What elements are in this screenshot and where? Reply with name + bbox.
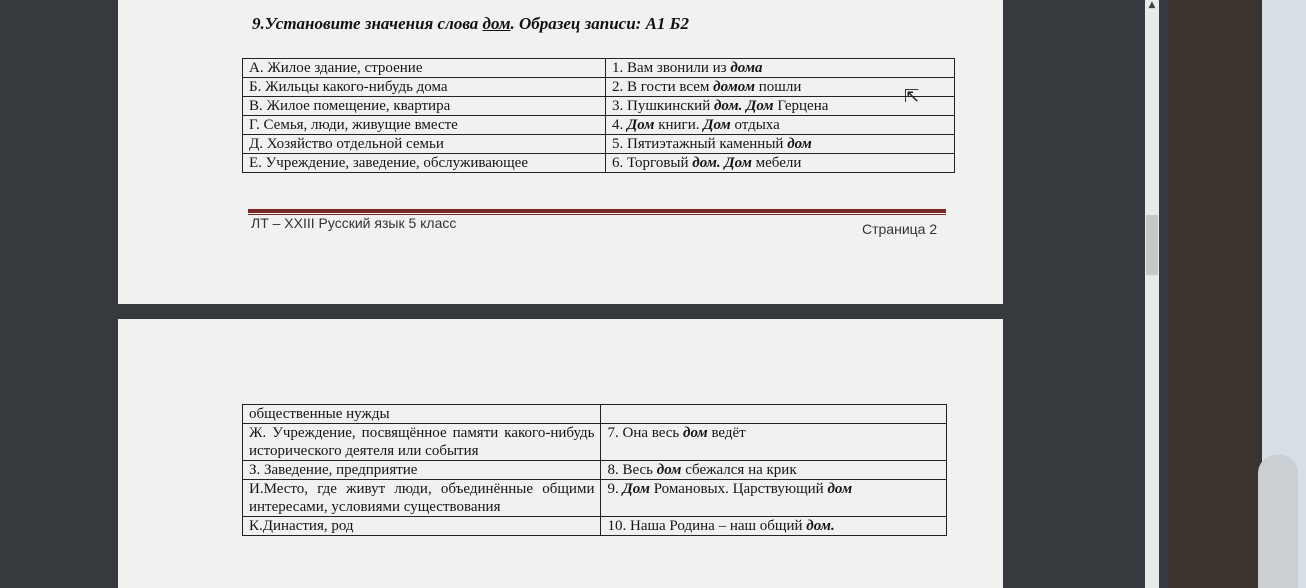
table-row	[243, 97, 955, 116]
table-cell-meaning: Б. Жильцы какого-нибудь дома	[243, 78, 606, 97]
table-cell-example	[601, 405, 947, 424]
example-text: 1. Вам звонили из	[612, 60, 731, 76]
table-row	[243, 135, 955, 154]
example-text: 9.	[607, 481, 623, 497]
example-text: ведёт	[707, 425, 746, 441]
table-cell-meaning: В. Жилое помещение, квартира	[243, 97, 606, 116]
example-text: сбежался на крик	[681, 462, 797, 478]
example-text: 3. Пушкинский	[612, 98, 714, 114]
table-cell-meaning: Ж. Учреждение, посвящённое памяти какого-нибудь исторического деятеля или события	[243, 424, 601, 461]
scroll-up-arrow-icon[interactable]: ▲	[1148, 0, 1156, 10]
example-text: 8. Весь	[607, 462, 657, 478]
scrollbar-thumb[interactable]	[1146, 215, 1158, 275]
table-cell-meaning: Е. Учреждение, заведение, обслуживающее	[243, 154, 606, 173]
example-text: 4.	[612, 117, 627, 133]
table-cell-meaning: И.Место, где живут люди, объединённые общими интересами, условиями существования	[243, 480, 601, 517]
table-cell-example	[601, 461, 947, 480]
example-emphasis: дом. Дом	[713, 98, 774, 114]
example-text: книги.	[654, 117, 704, 133]
table-row	[243, 154, 955, 173]
footer-title: ЛТ – XXIII Русский язык 5 класс	[251, 215, 457, 231]
task-suffix: . Образец записи: А1 Б2	[510, 14, 689, 33]
example-emphasis: дом	[656, 462, 682, 478]
example-text: 7. Она весь	[607, 425, 684, 441]
background-object	[1258, 455, 1298, 588]
table-row	[243, 78, 955, 97]
table-cell-example	[601, 517, 947, 536]
table-cell-meaning: Г. Семья, люди, живущие вместе	[243, 116, 606, 135]
table-cell-example	[601, 480, 947, 517]
table-cell-example	[606, 154, 955, 173]
page-number: Страница 2	[862, 221, 938, 237]
mouse-cursor-icon: ⇱	[904, 86, 920, 107]
example-emphasis: Дом	[703, 117, 731, 133]
task-heading	[252, 14, 689, 34]
table-row	[243, 59, 955, 78]
example-text: мебели	[751, 155, 802, 171]
table-cell-example	[606, 59, 955, 78]
example-emphasis: дом	[683, 425, 708, 441]
example-text: отдыха	[730, 117, 780, 133]
example-text: 2. В гости всем	[612, 79, 714, 95]
example-text: пошли	[755, 79, 802, 95]
example-emphasis: домом	[713, 79, 755, 95]
example-text: Герцена	[773, 98, 829, 114]
footer-rule	[248, 209, 946, 213]
example-emphasis: Дом	[627, 117, 655, 133]
table-row	[243, 405, 947, 424]
table-cell-meaning: З. Заведение, предприятие	[243, 461, 601, 480]
example-emphasis: дом	[827, 481, 853, 497]
example-text: 10. Наша Родина – наш общий	[607, 518, 807, 534]
task-prefix: 9.Установите значения слова	[252, 14, 483, 33]
example-emphasis: дома	[730, 60, 763, 76]
example-emphasis: Дом	[622, 481, 650, 497]
table-row	[243, 480, 947, 517]
table-row	[243, 424, 947, 461]
meanings-table-bottom	[242, 404, 947, 536]
table-cell-example	[606, 116, 955, 135]
task-word: дом	[482, 14, 511, 33]
example-text: 5. Пятиэтажный каменный	[612, 136, 788, 152]
table-row	[243, 461, 947, 480]
table-cell-meaning: Д. Хозяйство отдельной семьи	[243, 135, 606, 154]
table-cell-example	[601, 424, 947, 461]
table-cell-meaning: А. Жилое здание, строение	[243, 59, 606, 78]
table-cell-meaning: общественные нужды	[243, 405, 601, 424]
example-text: Романовых. Царствующий	[649, 481, 828, 497]
table-row	[243, 517, 947, 536]
table-cell-example	[606, 135, 955, 154]
example-emphasis: дом. Дом	[692, 155, 752, 171]
example-text: 6. Торговый	[612, 155, 693, 171]
example-emphasis: дом	[787, 136, 812, 152]
table-row	[243, 116, 955, 135]
table-cell-example	[606, 78, 955, 97]
table-cell-example	[606, 97, 955, 116]
vertical-scrollbar[interactable]	[1145, 0, 1159, 588]
meanings-table-top	[242, 58, 955, 173]
table-cell-meaning: К.Династия, род	[243, 517, 601, 536]
example-emphasis: дом.	[806, 518, 835, 534]
